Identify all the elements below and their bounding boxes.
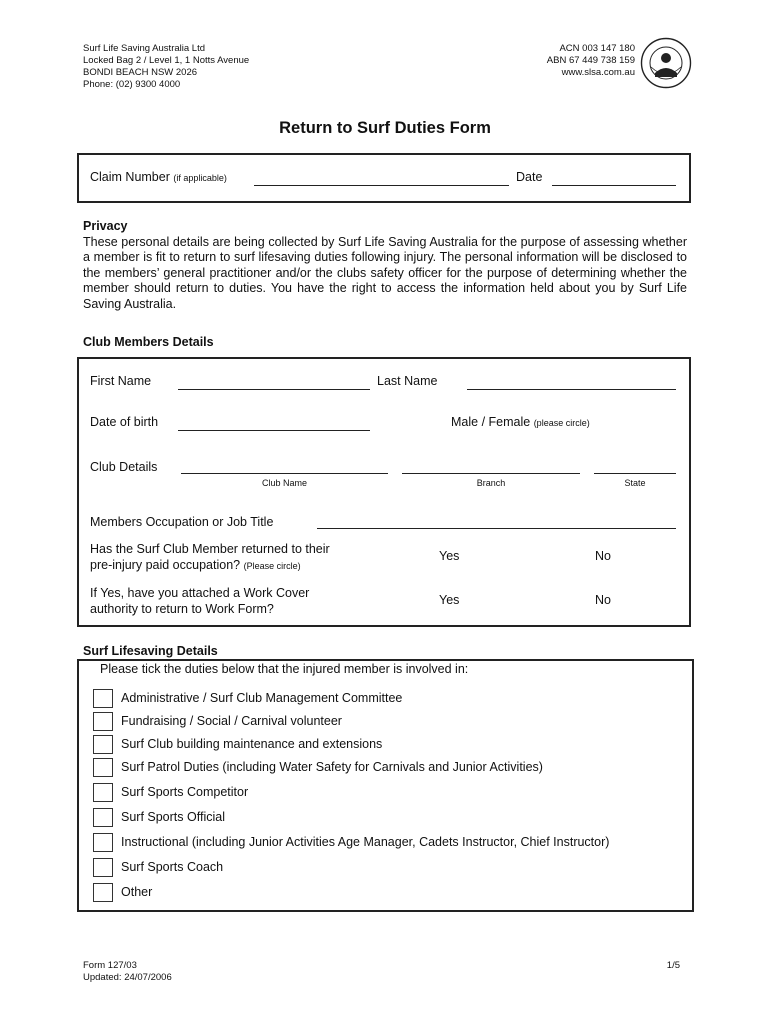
duty-label: Surf Sports Official: [121, 810, 225, 824]
returned-question-line-2: pre-injury paid occupation?: [90, 557, 241, 572]
privacy-heading: Privacy: [83, 219, 128, 233]
claim-number-label: [90, 170, 227, 184]
club-name-caption: Club Name: [261, 478, 308, 488]
claim-number-text: Claim Number: [90, 170, 170, 184]
state-field[interactable]: [594, 473, 676, 474]
claim-number-field[interactable]: [254, 185, 509, 186]
workcover-no-option[interactable]: No: [595, 593, 611, 607]
address-line-2: BONDI BEACH NSW 2026: [83, 67, 198, 78]
abn: ABN 67 449 738 159: [546, 55, 635, 66]
last-name-field[interactable]: [467, 389, 676, 390]
workcover-question: [90, 586, 309, 617]
updated-date: Updated: 24/07/2006: [83, 972, 172, 983]
surf-lifesaving-heading: Surf Lifesaving Details: [83, 644, 218, 658]
duty-label: Administrative / Surf Club Management Committee: [121, 691, 403, 705]
duty-checkbox-instructional[interactable]: [93, 833, 113, 852]
duty-label: Instructional (including Junior Activities Age Manager, Cadets Instructor, Chief Instructor): [121, 835, 610, 849]
privacy-section: [83, 219, 687, 313]
duty-label: Surf Sports Coach: [121, 860, 224, 874]
occupation-label: Members Occupation or Job Title: [90, 515, 274, 529]
org-name: Surf Life Saving Australia Ltd: [83, 43, 205, 54]
address-line-1: Locked Bag 2 / Level 1, 1 Notts Avenue: [83, 55, 250, 66]
footer-form-info: [83, 960, 172, 984]
returned-note: (Please circle): [243, 560, 301, 571]
privacy-text: These personal details are being collected by Surf Life Saving Australia for the purpose of assessing whether a member is fit to return to surf lifesaving duties following injury. The personal information will be disclosed to the members’ general practitioner and/or the clubs safety officer for the purpose of determining whether the member should return to duties. You have the right to access the information held about you by Surf Life Saving Australia.: [83, 234, 687, 311]
duty-label: Surf Sports Competitor: [121, 785, 249, 799]
duty-checkbox-official[interactable]: [93, 808, 113, 827]
returned-question: [90, 542, 330, 574]
workcover-question-line-1: If Yes, have you attached a Work Cover: [90, 586, 310, 600]
org-address-block: [83, 43, 249, 91]
dob-label: Date of birth: [90, 415, 159, 429]
branch-field[interactable]: [402, 473, 580, 474]
returned-question-line-1: Has the Surf Club Member returned to their: [90, 542, 330, 556]
returned-yes-option[interactable]: Yes: [439, 549, 460, 563]
duty-label: Other: [121, 885, 153, 899]
occupation-field[interactable]: [317, 528, 676, 529]
phone: Phone: (02) 9300 4000: [83, 79, 181, 90]
workcover-question-line-2: authority to return to Work Form?: [90, 601, 274, 616]
duty-label: Surf Patrol Duties (including Water Safety for Carnivals and Junior Activities): [121, 760, 543, 774]
org-registration-block: [547, 43, 635, 79]
duty-checkbox-fundraising[interactable]: [93, 712, 113, 731]
gender-note: (please circle): [533, 418, 590, 428]
duty-checkbox-other[interactable]: [93, 883, 113, 902]
duty-checkbox-competitor[interactable]: [93, 783, 113, 802]
state-caption: State: [624, 478, 646, 488]
duty-label: Surf Club building maintenance and extensions: [121, 737, 383, 751]
club-name-field[interactable]: [181, 473, 388, 474]
branch-caption: Branch: [476, 478, 506, 488]
gender-selector[interactable]: [451, 415, 590, 429]
duties-instruction: Please tick the duties below that the injured member is involved in:: [100, 662, 469, 676]
website: www.slsa.com.au: [561, 67, 635, 78]
duty-checkbox-patrol[interactable]: [93, 758, 113, 777]
claim-number-note: (if applicable): [173, 173, 227, 183]
club-details-label: Club Details: [90, 460, 158, 474]
dob-field[interactable]: [178, 430, 370, 431]
date-field[interactable]: [552, 185, 676, 186]
acn: ACN 003 147 180: [559, 43, 635, 54]
form-number: Form 127/03: [83, 960, 137, 971]
date-label: Date: [516, 170, 543, 184]
first-name-label: First Name: [90, 374, 152, 388]
gender-options[interactable]: Male / Female: [451, 415, 531, 429]
returned-no-option[interactable]: No: [595, 549, 611, 563]
duty-checkbox-coach[interactable]: [93, 858, 113, 877]
last-name-label: Last Name: [377, 374, 438, 388]
duty-checkbox-administrative[interactable]: [93, 689, 113, 708]
first-name-field[interactable]: [178, 389, 370, 390]
duty-checkbox-maintenance[interactable]: [93, 735, 113, 754]
workcover-yes-option[interactable]: Yes: [439, 593, 460, 607]
club-members-heading: Club Members Details: [83, 335, 214, 349]
page-number: 1/5: [666, 960, 680, 971]
slsa-logo: [640, 37, 692, 89]
duty-label: Fundraising / Social / Carnival volunteer: [121, 714, 342, 728]
form-title: Return to Surf Duties Form: [279, 119, 491, 137]
